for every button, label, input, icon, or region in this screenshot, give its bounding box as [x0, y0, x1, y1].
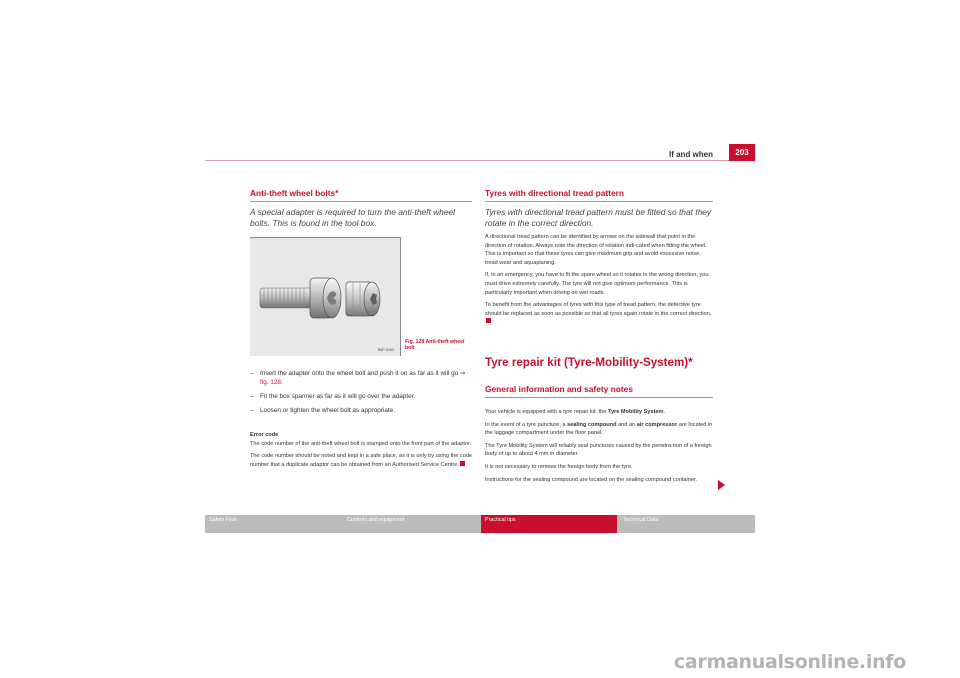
watermark: carmanualsonline.info: [673, 651, 906, 673]
section-title-tread: Tyres with directional tread pattern: [485, 188, 624, 198]
error-code-heading: Error code: [250, 432, 279, 438]
repair-para-2-a: In the event of a tyre puncture, a: [485, 421, 568, 428]
tread-para-3: [485, 301, 713, 327]
tms-name: Tyre Mobility System: [607, 409, 664, 415]
section-rule: [485, 397, 713, 398]
figure-anti-theft-wheel-bolt: [250, 237, 401, 356]
subsection-title-safety: General information and safety notes: [485, 384, 633, 394]
step-3-text: Loosen or tighten the wheel bolt as appropriate.: [260, 407, 396, 414]
step-3: [250, 406, 475, 415]
repair-para-2: [485, 421, 713, 438]
lead-tread: Tyres with directional tread pattern must be fitted so that they rotate in the correct direction.: [485, 207, 712, 228]
page-number: 203: [729, 144, 755, 161]
section-rule: [485, 201, 713, 202]
step-2-text: Fit the box spanner as far as it will go over the adapter.: [260, 393, 416, 400]
step-dash: –: [250, 407, 254, 414]
error-code-para-2-text: The code number should be noted and kept in a safe place, as it is only by using the code number that a duplicate adaptor can be obtained from an Authorised Service Centre.: [250, 453, 473, 468]
figure-reference-link[interactable]: ⇒ fig. 128: [260, 370, 466, 386]
figure-code: B5P-0103: [378, 348, 394, 352]
section-title-anti-theft: Anti-theft wheel bolts*: [250, 188, 339, 198]
tab-technical-data[interactable]: Technical Data: [623, 517, 659, 523]
footer-nav: [205, 515, 755, 533]
section-rule: [250, 201, 472, 202]
next-page-arrow-icon[interactable]: [718, 480, 725, 490]
wheel-bolt-illustration: [250, 238, 400, 356]
repair-para-2-c: and an: [616, 421, 637, 428]
tread-para-1: A directional tread pattern can be identified by arrows on the sidewall that point in the direction of rotation. Always note the direction of rotation indi-cated when fitting the wheel. This is important so that these tyres can give maximum grip and avoid excessive noise, tread wear and aquaplaning.: [485, 234, 707, 266]
repair-para-2-e: are located in the luggage compartment under the floor panel.: [485, 421, 713, 437]
tread-para-2: If, in an emergency, you have to fit the spare wheel so it rotates in the wrong direction, you must drive extremely carefully. The tyre will not give optimum performance. This is particularly important when driving on wet roads.: [485, 272, 709, 296]
repair-para-1: [485, 408, 713, 417]
tread-para-3-text: To benefit from the advantages of tyres with this type of tread pattern, the defective tyre should be replaced as soon as possible so that all tyres again rotate in the correct direction.: [485, 302, 712, 317]
bolt-thread: [260, 288, 312, 308]
left-column: [250, 188, 472, 229]
chapter-title: If and when: [669, 150, 713, 159]
header-rule: [205, 160, 755, 161]
step-1-text: Insert the adapter onto the wheel bolt and push it on as far as it will go: [260, 370, 461, 377]
step-2: [250, 392, 475, 401]
repair-para-5: Instructions for the sealing compound are located on the sealing compound container.: [485, 476, 698, 483]
end-of-section-icon: [460, 461, 465, 466]
error-code-para-2: [250, 452, 475, 469]
air-compressor-term: air compressor: [636, 421, 678, 428]
sealing-compound-term: sealing compound: [567, 421, 617, 428]
repair-para-4: It is not necessary to remove the foreign body from the tyre.: [485, 463, 633, 470]
tab-controls-equipment[interactable]: Controls and equipment: [347, 517, 405, 523]
repair-para-1-text: Your vehicle is equipped with a tyre repair kit: the: [485, 409, 608, 415]
section-title-repair-kit: Tyre repair kit (Tyre-Mobility-System)*: [485, 356, 693, 369]
figure-caption: Fig. 128 Anti-theft wheel bolt: [405, 339, 465, 352]
adapter: [346, 282, 380, 316]
error-code-section: [250, 431, 475, 473]
steps-list: [250, 369, 475, 420]
right-column: [485, 188, 713, 331]
error-code-para-1: The code number of the anti-theft wheel bolt is stamped onto the front part of the adaptor.: [250, 440, 472, 447]
step-dash: –: [250, 393, 254, 400]
tab-practical-tips[interactable]: Practical tips: [481, 515, 617, 533]
lead-anti-theft: A special adapter is required to turn the anti-theft wheel bolts. This is found in the tool box.: [250, 207, 455, 228]
tab-safety-first[interactable]: Safety First: [209, 517, 237, 523]
step-1: [250, 369, 475, 387]
repair-para-3: The Tyre Mobility System will reliably seal punctures caused by the penetra-tion of a foreign body of up to about 4 mm in diameter.: [485, 442, 712, 458]
repair-para-1-end: .: [663, 409, 666, 415]
repair-kit-section: [485, 356, 713, 488]
step-1-end: .: [280, 379, 283, 386]
bolt-head: [310, 278, 341, 318]
end-of-section-icon: [486, 318, 491, 323]
step-dash: –: [250, 370, 254, 377]
